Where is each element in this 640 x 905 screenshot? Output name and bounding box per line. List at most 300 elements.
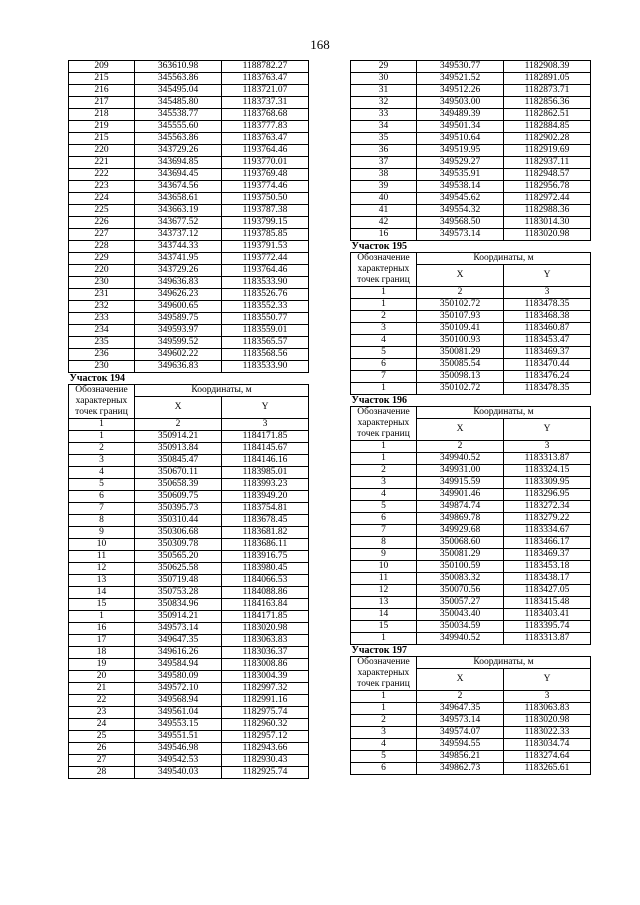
table-row [69,349,309,361]
table-row [69,109,309,121]
y-coordinate-cell: 1193785.85 [222,229,309,241]
x-coordinate-cell: 349540.03 [135,767,222,779]
point-number-cell: 6 [351,513,417,525]
x-coordinate-cell: 350098.13 [417,371,504,383]
table-row [69,443,309,455]
table-row [351,217,591,229]
x-coordinate-cell: 349530.77 [417,61,504,73]
x-coordinate-cell: 350083.32 [417,573,504,585]
table-row [351,85,591,97]
x-coordinate-cell: 350670.11 [135,467,222,479]
point-number-cell: 228 [69,241,135,253]
point-number-cell: 1 [69,431,135,443]
column-index: 1 [351,691,417,703]
table-row [69,683,309,695]
y-coordinate-cell: 1183427.05 [504,585,591,597]
x-coordinate-cell: 349568.50 [417,217,504,229]
header-y: Y [504,669,591,691]
table-row [351,299,591,311]
header-y: Y [504,265,591,287]
x-coordinate-cell: 350913.84 [135,443,222,455]
y-coordinate-cell: 1184171.85 [222,431,309,443]
x-coordinate-cell: 350100.93 [417,335,504,347]
y-coordinate-cell: 1183980.45 [222,563,309,575]
x-coordinate-cell: 349626.23 [135,289,222,301]
y-coordinate-cell: 1183014.30 [504,217,591,229]
x-coordinate-cell: 350068.60 [417,537,504,549]
x-coordinate-cell: 349519.95 [417,145,504,157]
x-coordinate-cell: 343658.61 [135,193,222,205]
y-coordinate-cell: 1193791.53 [222,241,309,253]
x-coordinate-cell: 343744.33 [135,241,222,253]
y-coordinate-cell: 1183395.74 [504,621,591,633]
x-coordinate-cell: 343677.52 [135,217,222,229]
table-row [69,169,309,181]
point-number-cell: 34 [351,121,417,133]
point-number-cell: 6 [69,491,135,503]
left-column [68,60,308,779]
point-number-cell: 4 [351,335,417,347]
point-number-cell: 35 [351,133,417,145]
point-number-cell: 18 [69,647,135,659]
table-row [351,501,591,513]
point-number-cell: 218 [69,109,135,121]
column-index-row [351,691,591,703]
y-coordinate-cell: 1184163.84 [222,599,309,611]
point-number-cell: 1 [351,453,417,465]
y-coordinate-cell: 1182948.57 [504,169,591,181]
header-row [351,253,591,265]
table-row [351,97,591,109]
point-number-cell: 230 [69,361,135,373]
point-number-cell: 222 [69,169,135,181]
point-number-cell: 8 [69,515,135,527]
point-number-cell: 4 [351,739,417,751]
x-coordinate-cell: 345485.80 [135,97,222,109]
y-coordinate-cell: 1183460.87 [504,323,591,335]
point-number-cell: 1 [351,633,417,645]
point-number-cell: 229 [69,253,135,265]
y-coordinate-cell: 1183466.17 [504,537,591,549]
point-number-cell: 26 [69,743,135,755]
table-row [69,145,309,157]
section-195 [351,241,591,395]
table-row [351,157,591,169]
x-coordinate-cell: 350081.29 [417,549,504,561]
section-title-row [351,645,591,657]
x-coordinate-cell: 350081.29 [417,347,504,359]
x-coordinate-cell: 349489.39 [417,109,504,121]
x-coordinate-cell: 345538.77 [135,109,222,121]
x-coordinate-cell: 349512.26 [417,85,504,97]
table-row [69,325,309,337]
table-row [351,383,591,395]
section-title-row [351,395,591,407]
section-title: Участок 195 [351,241,591,253]
table-row [69,301,309,313]
table-row [351,477,591,489]
point-number-cell: 20 [69,671,135,683]
x-coordinate-cell: 349869.78 [417,513,504,525]
point-number-cell: 230 [69,277,135,289]
x-coordinate-cell: 349647.35 [417,703,504,715]
x-coordinate-cell: 345555.60 [135,121,222,133]
x-coordinate-cell: 350914.21 [135,431,222,443]
y-coordinate-cell: 1183478.35 [504,299,591,311]
point-number-cell: 3 [351,727,417,739]
x-coordinate-cell: 349501.34 [417,121,504,133]
point-number-cell: 2 [351,311,417,323]
section-196 [351,395,591,645]
table-row [351,537,591,549]
x-coordinate-cell: 349572.10 [135,683,222,695]
x-coordinate-cell: 349915.59 [417,477,504,489]
table-row [351,359,591,371]
point-number-cell: 2 [69,443,135,455]
y-coordinate-cell: 1183533.90 [222,361,309,373]
point-number-cell: 216 [69,85,135,97]
table-row [351,727,591,739]
y-coordinate-cell: 1183334.67 [504,525,591,537]
table-row [351,109,591,121]
x-coordinate-cell: 349573.14 [135,623,222,635]
x-coordinate-cell: 350309.78 [135,539,222,551]
table-row [351,205,591,217]
x-coordinate-cell: 350753.28 [135,587,222,599]
table-row [351,525,591,537]
table-row [351,703,591,715]
x-coordinate-cell: 349599.52 [135,337,222,349]
y-coordinate-cell: 1183678.45 [222,515,309,527]
x-coordinate-cell: 349636.83 [135,277,222,289]
point-number-cell: 22 [69,695,135,707]
table-row [69,695,309,707]
y-coordinate-cell: 1183737.31 [222,97,309,109]
point-number-cell: 220 [69,265,135,277]
point-number-cell: 21 [69,683,135,695]
table-row [351,751,591,763]
point-number-cell: 226 [69,217,135,229]
point-number-cell: 33 [351,109,417,121]
x-coordinate-cell: 349940.52 [417,453,504,465]
point-number-cell: 5 [351,751,417,763]
table-row [69,527,309,539]
x-coordinate-cell: 349503.00 [417,97,504,109]
y-coordinate-cell: 1182972.44 [504,193,591,205]
y-coordinate-cell: 1184171.85 [222,611,309,623]
x-coordinate-cell: 350310.44 [135,515,222,527]
x-coordinate-cell: 349546.98 [135,743,222,755]
point-number-cell: 11 [69,551,135,563]
column-index: 2 [417,441,504,453]
y-coordinate-cell: 1182975.74 [222,707,309,719]
y-coordinate-cell: 1193750.50 [222,193,309,205]
point-number-cell: 40 [351,193,417,205]
section-title-row [69,373,309,385]
point-number-cell: 29 [351,61,417,73]
x-coordinate-cell: 363610.98 [135,61,222,73]
y-coordinate-cell: 1183763.47 [222,73,309,85]
y-coordinate-cell: 1184145.67 [222,443,309,455]
y-coordinate-cell: 1182902.28 [504,133,591,145]
y-coordinate-cell: 1183415.48 [504,597,591,609]
x-coordinate-cell: 345495.04 [135,85,222,97]
table-row [69,157,309,169]
y-coordinate-cell: 1182908.39 [504,61,591,73]
column-index: 2 [417,691,504,703]
x-coordinate-cell: 349856.21 [417,751,504,763]
table-row [69,253,309,265]
y-coordinate-cell: 1183949.20 [222,491,309,503]
point-number-cell: 12 [351,585,417,597]
point-number-cell: 1 [69,611,135,623]
header-coordinates: Координаты, м [417,253,591,265]
point-number-cell: 219 [69,121,135,133]
y-coordinate-cell: 1183313.87 [504,633,591,645]
point-number-cell: 1 [351,299,417,311]
y-coordinate-cell: 1183468.38 [504,311,591,323]
point-number-cell: 225 [69,205,135,217]
coordinates-table-left [68,60,309,779]
point-number-cell: 25 [69,731,135,743]
y-coordinate-cell: 1182856.36 [504,97,591,109]
x-coordinate-cell: 350565.20 [135,551,222,563]
point-number-cell: 9 [69,527,135,539]
header-row [69,385,309,397]
section-194 [69,373,309,779]
table-row [69,671,309,683]
x-coordinate-cell: 350834.96 [135,599,222,611]
x-coordinate-cell: 350306.68 [135,527,222,539]
header-x: X [135,397,222,419]
table-row [69,563,309,575]
point-number-cell: 6 [351,763,417,775]
y-coordinate-cell: 1183526.76 [222,289,309,301]
x-coordinate-cell: 349940.52 [417,633,504,645]
section-title: Участок 197 [351,645,591,657]
x-coordinate-cell: 350034.59 [417,621,504,633]
y-coordinate-cell: 1183022.33 [504,727,591,739]
header-coordinates: Координаты, м [135,385,309,397]
point-number-cell: 220 [69,145,135,157]
y-coordinate-cell: 1182891.05 [504,73,591,85]
point-number-cell: 13 [351,597,417,609]
y-coordinate-cell: 1183686.11 [222,539,309,551]
x-coordinate-cell: 343729.26 [135,265,222,277]
y-coordinate-cell: 1183777.83 [222,121,309,133]
header-label-cell: Обозначение характерных точек границ [69,385,135,419]
x-coordinate-cell: 349589.75 [135,313,222,325]
y-coordinate-cell: 1182988.36 [504,205,591,217]
header-x: X [417,669,504,691]
table-row [69,635,309,647]
table-row [69,277,309,289]
table-row [69,491,309,503]
y-coordinate-cell: 1183036.37 [222,647,309,659]
table-row [69,217,309,229]
table-row [351,61,591,73]
x-coordinate-cell: 349568.94 [135,695,222,707]
point-number-cell: 3 [351,323,417,335]
point-number-cell: 10 [69,539,135,551]
point-number-cell: 42 [351,217,417,229]
table-row [351,335,591,347]
y-coordinate-cell: 1183985.01 [222,467,309,479]
header-coordinates: Координаты, м [417,407,591,419]
x-coordinate-cell: 349901.46 [417,489,504,501]
point-number-cell: 32 [351,97,417,109]
x-coordinate-cell: 343674.56 [135,181,222,193]
y-coordinate-cell: 1182957.12 [222,731,309,743]
table-row [351,453,591,465]
point-number-cell: 19 [69,659,135,671]
column-index: 3 [504,441,591,453]
point-number-cell: 4 [351,489,417,501]
y-coordinate-cell: 1183020.98 [222,623,309,635]
y-coordinate-cell: 1183004.39 [222,671,309,683]
table-row [351,73,591,85]
x-coordinate-cell: 350043.40 [417,609,504,621]
right-column [350,60,590,775]
y-coordinate-cell: 1193764.46 [222,145,309,157]
table-row [351,609,591,621]
column-index: 1 [69,419,135,431]
x-coordinate-cell: 343737.12 [135,229,222,241]
table-row [69,455,309,467]
y-coordinate-cell: 1182956.78 [504,181,591,193]
point-number-cell: 15 [351,621,417,633]
x-coordinate-cell: 349647.35 [135,635,222,647]
y-coordinate-cell: 1183552.33 [222,301,309,313]
table-row [351,513,591,525]
header-row [351,657,591,669]
table-row [351,181,591,193]
table-row [351,371,591,383]
table-row [69,241,309,253]
point-number-cell: 36 [351,145,417,157]
table-row [69,73,309,85]
point-number-cell: 8 [351,537,417,549]
point-number-cell: 232 [69,301,135,313]
point-number-cell: 37 [351,157,417,169]
y-coordinate-cell: 1183681.82 [222,527,309,539]
table-row [69,539,309,551]
column-index: 3 [504,287,591,299]
point-number-cell: 6 [351,359,417,371]
header-x: X [417,419,504,441]
header-row [351,407,591,419]
y-coordinate-cell: 1183533.90 [222,277,309,289]
table-row [69,719,309,731]
x-coordinate-cell: 349551.51 [135,731,222,743]
column-index: 2 [135,419,222,431]
x-coordinate-cell: 343694.45 [135,169,222,181]
point-number-cell: 3 [69,455,135,467]
table-row [69,133,309,145]
x-coordinate-cell: 350100.59 [417,561,504,573]
point-number-cell: 9 [351,549,417,561]
column-index: 3 [222,419,309,431]
header-x: X [417,265,504,287]
x-coordinate-cell: 349573.14 [417,229,504,241]
point-number-cell: 5 [351,501,417,513]
point-number-cell: 14 [351,609,417,621]
point-number-cell: 217 [69,97,135,109]
x-coordinate-cell: 349554.32 [417,205,504,217]
table-row [351,347,591,359]
table-row [69,479,309,491]
point-number-cell: 221 [69,157,135,169]
x-coordinate-cell: 350625.58 [135,563,222,575]
y-coordinate-cell: 1184066.53 [222,575,309,587]
column-index-row [351,441,591,453]
table-row [69,587,309,599]
y-coordinate-cell: 1182919.69 [504,145,591,157]
table-row [69,731,309,743]
table-row [69,743,309,755]
table-row [69,265,309,277]
table-row [351,561,591,573]
y-coordinate-cell: 1193799.15 [222,217,309,229]
point-number-cell: 2 [351,465,417,477]
y-coordinate-cell: 1183453.47 [504,335,591,347]
x-coordinate-cell: 343741.95 [135,253,222,265]
table-row [69,599,309,611]
y-coordinate-cell: 1183470.44 [504,359,591,371]
table-row [351,169,591,181]
table-row [351,193,591,205]
y-coordinate-cell: 1182960.32 [222,719,309,731]
y-coordinate-cell: 1183324.15 [504,465,591,477]
page-number: 168 [310,37,330,52]
y-coordinate-cell: 1184088.86 [222,587,309,599]
x-coordinate-cell: 349584.94 [135,659,222,671]
x-coordinate-cell: 349600.65 [135,301,222,313]
x-coordinate-cell: 349636.83 [135,361,222,373]
y-coordinate-cell: 1193769.48 [222,169,309,181]
x-coordinate-cell: 349931.00 [417,465,504,477]
point-number-cell: 4 [69,467,135,479]
table-row [351,573,591,585]
x-coordinate-cell: 350109.41 [417,323,504,335]
y-coordinate-cell: 1183453.18 [504,561,591,573]
point-number-cell: 234 [69,325,135,337]
y-coordinate-cell: 1183272.34 [504,501,591,513]
y-coordinate-cell: 1182862.51 [504,109,591,121]
x-coordinate-cell: 349602.22 [135,349,222,361]
x-coordinate-cell: 345563.86 [135,133,222,145]
point-number-cell: 28 [69,767,135,779]
point-number-cell: 215 [69,133,135,145]
y-coordinate-cell: 1183008.86 [222,659,309,671]
y-coordinate-cell: 1183568.56 [222,349,309,361]
point-number-cell: 3 [351,477,417,489]
y-coordinate-cell: 1183309.95 [504,477,591,489]
y-coordinate-cell: 1193774.46 [222,181,309,193]
table-row [69,707,309,719]
y-coordinate-cell: 1193772.44 [222,253,309,265]
point-number-cell: 13 [69,575,135,587]
table-row [351,739,591,751]
x-coordinate-cell: 350914.21 [135,611,222,623]
table-row [69,611,309,623]
x-coordinate-cell: 349538.14 [417,181,504,193]
point-number-cell: 38 [351,169,417,181]
y-coordinate-cell: 1182873.71 [504,85,591,97]
x-coordinate-cell: 349521.52 [417,73,504,85]
table-row [69,361,309,373]
x-coordinate-cell: 350070.56 [417,585,504,597]
